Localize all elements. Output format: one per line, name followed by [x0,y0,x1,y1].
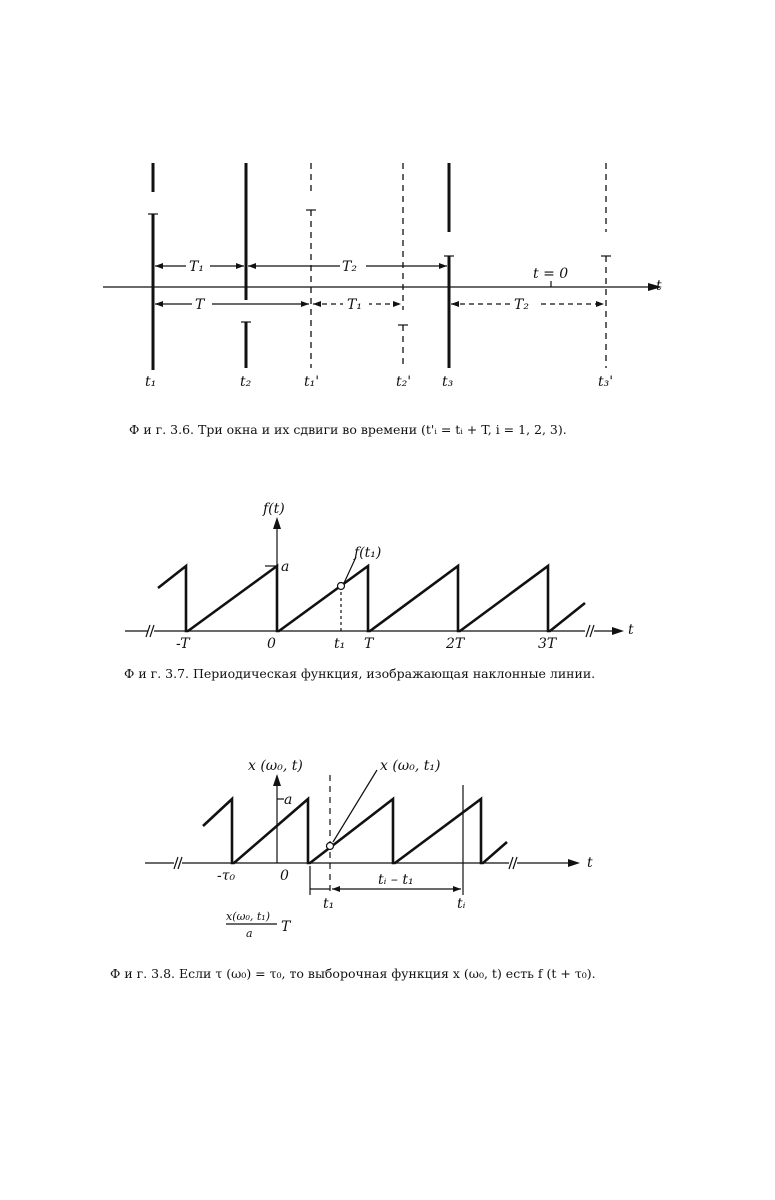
tick-label: T [364,636,374,652]
figure-3-6 [103,163,662,437]
amplitude-label: a [284,792,293,808]
y-axis-label: x (ω₀, t) [248,758,303,774]
amplitude-label: a [281,559,290,575]
figure-caption: Ф и г. 3.6. Три окна и их сдвиги во времени (t'ᵢ = tᵢ + T, i = 1, 2, 3). [129,422,567,437]
tick-label: 2T [446,636,465,652]
figure-caption: Ф и г. 3.8. Если τ (ω₀) = τ₀, то выборочная функция x (ω₀, t) есть f (t + τ₀). [110,966,596,981]
fraction-multiplier: T [281,919,291,935]
sawtooth-curve [158,566,585,631]
interval-label-t2-lower: T₂ [514,297,529,313]
axis-label: t [656,278,662,294]
tick-label: 0 [280,868,289,884]
tick-label: -τ₀ [217,868,236,884]
axis-break-icon [174,857,182,869]
figure-caption: Ф и г. 3.7. Периодическая функция, изображающая наклонные линии. [124,666,596,681]
tick-label: -T [176,636,190,652]
point-label: f(t₁) [354,545,382,561]
tick-label-t3: t₃ [442,374,454,390]
axis-arrow-icon [273,774,281,786]
x-axis-label: t [628,622,634,638]
y-axis-label: f(t) [263,501,285,517]
axis-break-icon [509,857,517,869]
tick-label-t1-prime: t₁' [304,374,320,390]
axis-arrow-icon [568,859,580,867]
tick-label-t1: t₁ [145,374,157,390]
interval-label: tᵢ – t₁ [378,872,414,888]
tick-label: t₁ [334,636,346,652]
axis-break-icon [586,625,594,637]
tick-label: 0 [267,636,276,652]
fraction-denominator: a [246,927,253,940]
figure-3-8 [110,758,596,981]
tick-label: tᵢ [457,896,466,912]
t-zero-label: t = 0 [533,266,569,282]
interval-label-t: T [195,297,205,313]
tick-label-t2: t₂ [240,374,252,390]
tick-label-t3-prime: t₃' [598,374,614,390]
sample-point [327,843,334,850]
sample-point [338,583,345,590]
axis-arrow-icon [612,627,624,635]
interval-label-t1: T₁ [189,259,204,275]
figure-3-7 [124,501,634,681]
interval-label-t2: T₂ [342,259,357,275]
fraction-numerator: x(ω₀, t₁) [226,910,270,923]
tick-label: t₁ [323,896,335,912]
tick-label: 3T [538,636,557,652]
sawtooth-curve [203,799,507,863]
point-label: x (ω₀, t₁) [380,758,441,774]
tick-label-t2-prime: t₂' [396,374,412,390]
point-leader [333,770,377,842]
axis-arrow-icon [273,517,281,529]
x-axis-label: t [587,855,593,871]
interval-label-t1-lower: T₁ [347,297,362,313]
